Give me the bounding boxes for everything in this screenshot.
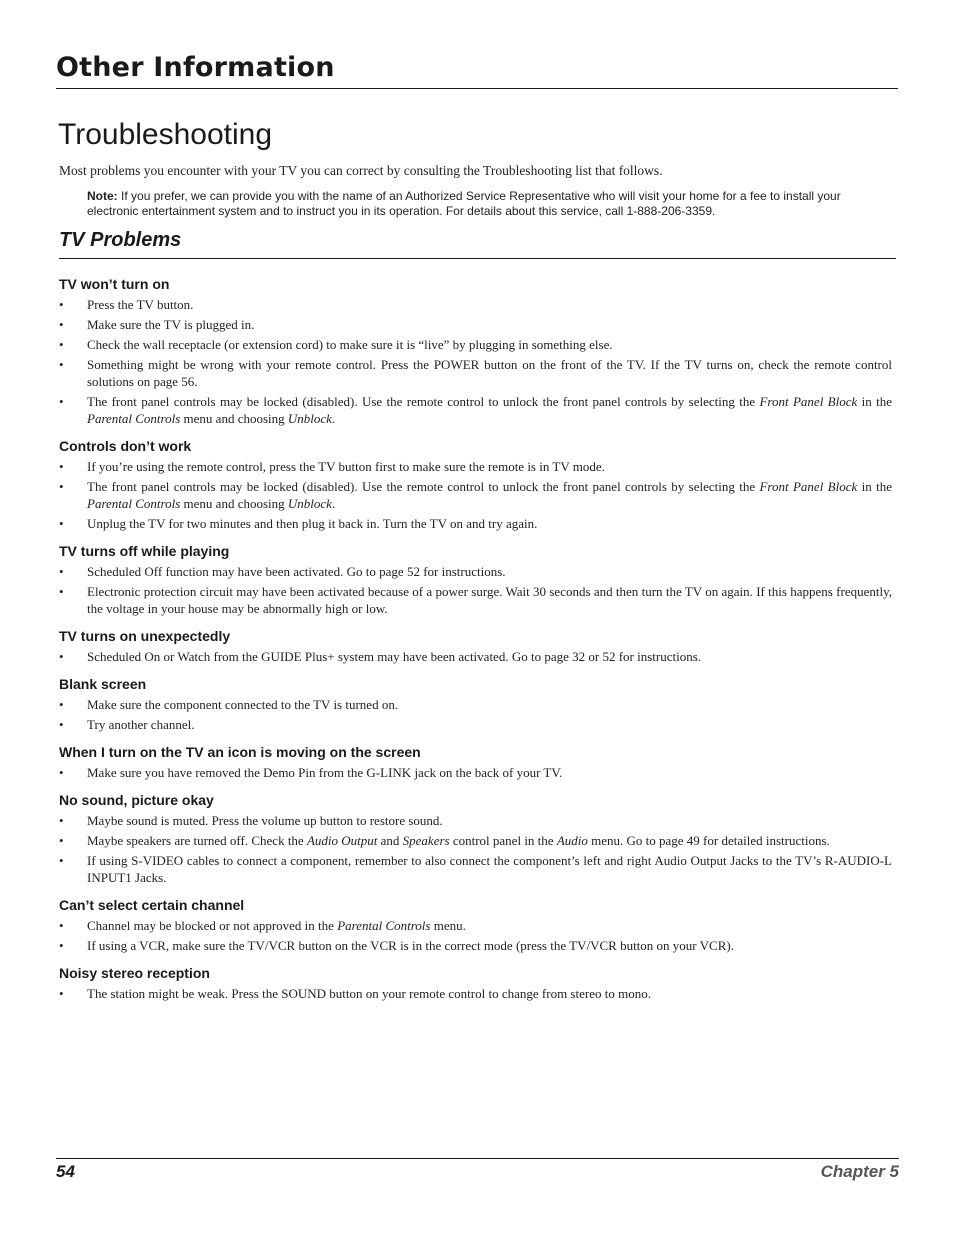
solution-item <box>59 917 892 934</box>
solution-text: Try another channel. <box>87 717 195 732</box>
bullet-icon: • <box>59 459 64 474</box>
solution-text: control panel in the <box>449 833 557 848</box>
solution-text: and <box>377 833 403 848</box>
bullet-icon: • <box>59 394 64 409</box>
bullet-icon: • <box>59 317 64 332</box>
solution-text: Maybe speakers are turned off. Check the <box>87 833 307 848</box>
bullet-icon: • <box>59 479 64 494</box>
bullet-icon: • <box>59 564 64 579</box>
bullet-icon: • <box>59 584 64 599</box>
solution-text: The front panel controls may be locked (disabled). Use the remote control to unlock the front panel controls by selecting the <box>87 479 760 494</box>
solution-item <box>59 852 892 886</box>
emphasized-text: Parental Controls <box>87 496 181 511</box>
solution-item <box>59 316 892 333</box>
solution-item <box>59 937 892 954</box>
solution-list <box>59 696 892 733</box>
solution-item <box>59 696 892 713</box>
solution-list <box>59 985 892 1002</box>
solution-list <box>59 764 892 781</box>
solution-text: The front panel controls may be locked (disabled). Use the remote control to unlock the front panel controls by selecting the <box>87 394 760 409</box>
bullet-icon: • <box>59 649 64 664</box>
bullet-icon: • <box>59 297 64 312</box>
page-number: 54 <box>56 1162 75 1181</box>
emphasized-text: Audio Output <box>306 833 378 848</box>
subsection-rule <box>59 258 896 259</box>
bullet-icon: • <box>59 938 64 953</box>
page-title: Troubleshooting <box>58 118 273 151</box>
emphasized-text: Unblock <box>287 411 332 426</box>
solution-text: menu. <box>430 918 466 933</box>
solution-text: If using S-VIDEO cables to connect a component, remember to also connect the component’s left and right Audio Output Jacks to the TV’s R-AUDIO-L INPUT1 Jacks. <box>87 853 892 885</box>
solution-text: Make sure the TV is plugged in. <box>87 317 255 332</box>
solution-text: Check the wall receptacle (or extension cord) to make sure it is “live” by plugging in something else. <box>87 337 613 352</box>
problem-section <box>59 965 892 1002</box>
problems-list <box>59 276 892 1013</box>
problem-section <box>59 543 892 617</box>
solution-item <box>59 985 892 1002</box>
solution-text: Make sure the component connected to the TV is turned on. <box>87 697 399 712</box>
emphasized-text: Parental Controls <box>87 411 181 426</box>
bullet-icon: • <box>59 697 64 712</box>
solution-item <box>59 458 892 475</box>
bullet-icon: • <box>59 337 64 352</box>
solution-list <box>59 812 892 886</box>
footer-rule <box>56 1158 899 1159</box>
problem-section <box>59 792 892 886</box>
bullet-icon: • <box>59 765 64 780</box>
solution-item <box>59 583 892 617</box>
problem-heading: Noisy stereo reception <box>59 965 210 981</box>
solution-text: in the <box>857 479 892 494</box>
solution-item <box>59 515 892 532</box>
problem-heading: Controls don’t work <box>59 438 192 454</box>
bullet-icon: • <box>59 813 64 828</box>
problem-heading: No sound, picture okay <box>59 792 214 808</box>
problem-heading: TV turns on unexpectedly <box>59 628 231 644</box>
solution-text: . <box>331 411 336 426</box>
note-paragraph <box>87 189 877 219</box>
solution-text: Make sure you have removed the Demo Pin from the G-LINK jack on the back of your TV. <box>87 765 563 780</box>
emphasized-text: Front Panel Block <box>759 479 858 494</box>
solution-item <box>59 356 892 390</box>
intro-paragraph: Most problems you encounter with your TV you can correct by consulting the Troubleshooting list that follows. <box>59 163 663 178</box>
bullet-icon: • <box>59 986 64 1001</box>
solution-text: Something might be wrong with your remote control. Press the POWER button on the front of the TV. If the TV turns on, check the remote control solutions on page 56. <box>87 357 892 389</box>
solution-text: menu and choosing <box>180 496 288 511</box>
bullet-icon: • <box>59 833 64 848</box>
problem-section <box>59 744 892 781</box>
bullet-icon: • <box>59 853 64 868</box>
problem-heading: Can’t select certain channel <box>59 897 245 913</box>
solution-list <box>59 458 892 532</box>
problem-section <box>59 438 892 532</box>
solution-text: Maybe sound is muted. Press the volume up button to restore sound. <box>87 813 443 828</box>
solution-item <box>59 812 892 829</box>
solution-text: If you’re using the remote control, press the TV button first to make sure the remote is in TV mode. <box>87 459 605 474</box>
solution-text: Scheduled On or Watch from the GUIDE Plus+ system may have been activated. Go to page 32 or 52 for instructions. <box>87 649 702 664</box>
solution-item <box>59 716 892 733</box>
solution-list <box>59 648 892 665</box>
emphasized-text: Parental Controls <box>337 918 431 933</box>
problem-section <box>59 628 892 665</box>
solution-text: . <box>331 496 336 511</box>
solution-text: menu. Go to page 49 for detailed instructions. <box>587 833 830 848</box>
solution-text: Press the TV button. <box>87 297 194 312</box>
solution-item <box>59 393 892 427</box>
header-rule <box>56 88 898 89</box>
solution-text: Channel may be blocked or not approved in the <box>87 918 338 933</box>
solution-text: Scheduled Off function may have been activated. Go to page 52 for instructions. <box>87 564 506 579</box>
solution-item <box>59 764 892 781</box>
solution-text: Electronic protection circuit may have been activated because of a power surge. Wait 30 seconds and then turn the TV on again. If this happens frequently, the voltage in your house may be abnormally high or low. <box>87 584 892 616</box>
emphasized-text: Front Panel Block <box>759 394 858 409</box>
solution-list <box>59 917 892 954</box>
note-label: Note: <box>87 189 118 203</box>
emphasized-text: Unblock <box>287 496 332 511</box>
section-header: Other Information <box>56 52 335 83</box>
subsection-title: TV Problems <box>59 229 182 251</box>
solution-text: in the <box>857 394 892 409</box>
solution-text: Unplug the TV for two minutes and then plug it back in. Turn the TV on and try again. <box>87 516 538 531</box>
solution-list <box>59 296 892 427</box>
bullet-icon: • <box>59 918 64 933</box>
bullet-icon: • <box>59 357 64 372</box>
problem-heading: Blank screen <box>59 676 147 692</box>
emphasized-text: Speakers <box>402 833 450 848</box>
problem-section <box>59 276 892 427</box>
problem-heading: When I turn on the TV an icon is moving on the screen <box>59 744 421 760</box>
chapter-label: Chapter 5 <box>820 1162 899 1181</box>
solution-item <box>59 648 892 665</box>
problem-heading: TV won’t turn on <box>59 276 170 292</box>
bullet-icon: • <box>59 516 64 531</box>
note-text: If you prefer, we can provide you with the name of an Authorized Service Representative who will visit your home for a fee to install your electronic entertainment system and to instruct you in its operation. For details about this service, call 1-888-206-3359. <box>87 189 841 218</box>
solution-item <box>59 296 892 313</box>
problem-section <box>59 676 892 733</box>
solution-item <box>59 478 892 512</box>
bullet-icon: • <box>59 717 64 732</box>
solution-item <box>59 832 892 849</box>
problem-section <box>59 897 892 954</box>
solution-text: menu and choosing <box>180 411 288 426</box>
solution-item <box>59 563 892 580</box>
problem-heading: TV turns off while playing <box>59 543 230 559</box>
solution-text: The station might be weak. Press the SOUND button on your remote control to change from stereo to mono. <box>87 986 651 1001</box>
solution-text: If using a VCR, make sure the TV/VCR button on the VCR is in the correct mode (press the TV/VCR button on your VCR). <box>87 938 734 953</box>
emphasized-text: Audio <box>556 833 588 848</box>
solution-list <box>59 563 892 617</box>
solution-item <box>59 336 892 353</box>
